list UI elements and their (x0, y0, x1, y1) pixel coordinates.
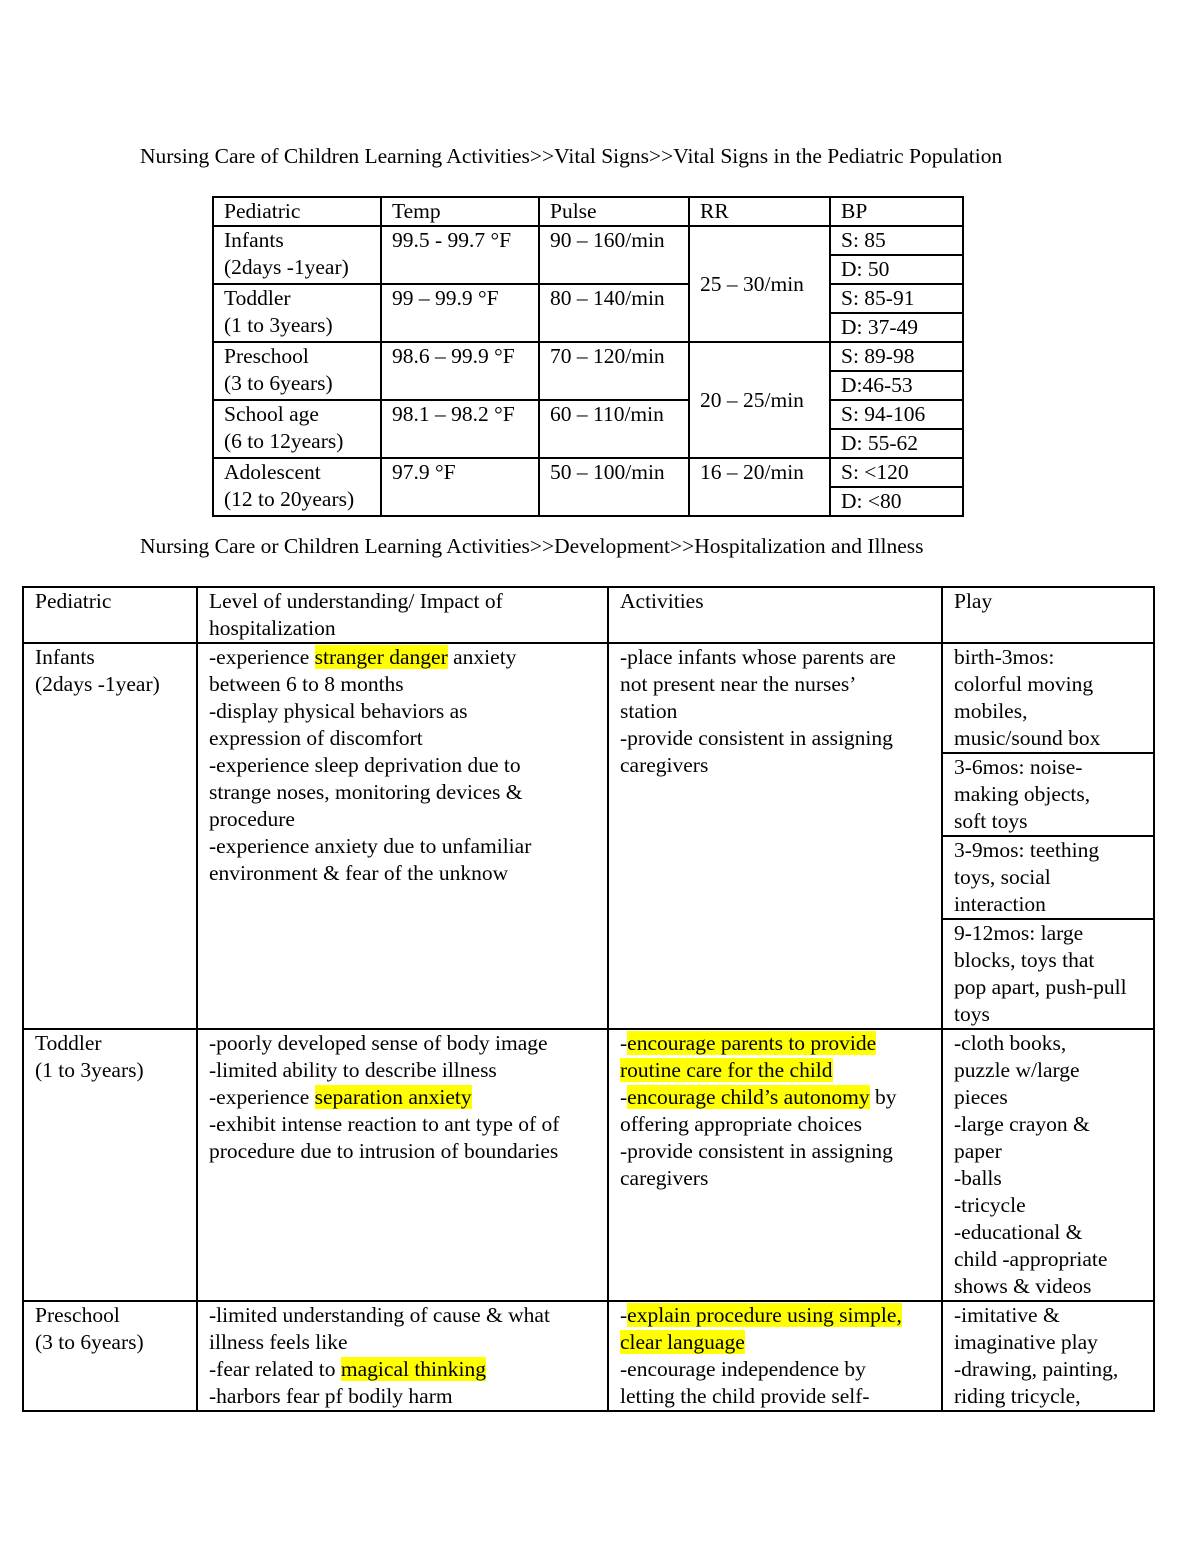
pulse-cell: 90 – 160/min (539, 226, 689, 284)
vitals-header-pulse: Pulse (539, 197, 689, 226)
hosp-header-play: Play (942, 587, 1154, 643)
bp-diastolic-cell: D: 55-62 (830, 429, 963, 458)
bp-diastolic-cell: D:46-53 (830, 371, 963, 400)
bp-systolic-cell: S: 85 (830, 226, 963, 255)
pulse-cell: 80 – 140/min (539, 284, 689, 342)
group-name: School age (224, 402, 319, 426)
bp-systolic-cell: S: 94-106 (830, 400, 963, 429)
play-item: 3-6mos: noise- making objects, soft toys (943, 754, 1153, 837)
temp-cell: 99.5 - 99.7 °F (381, 226, 539, 284)
activities-cell: -place infants whose parents are not present near the nurses’ station -provide consistent in assigning caregivers (608, 643, 942, 1029)
activities-cell: -encourage parents to provide routine care for the child -encourage child’s autonomy by offering appropriate choices -provide consistent in assigning caregivers (608, 1029, 942, 1301)
highlight: magical thinking (340, 1357, 486, 1381)
hosp-header-row (23, 587, 1154, 643)
rr-cell: 25 – 30/min (689, 226, 830, 342)
vitals-group-cell (213, 284, 381, 342)
hosp-group-cell: Toddler (1 to 3years) (23, 1029, 197, 1301)
vitals-header-rr: RR (689, 197, 830, 226)
highlight: encourage child’s autonomy (627, 1085, 870, 1109)
pulse-cell: 60 – 110/min (539, 400, 689, 458)
play-item: birth-3mos: colorful moving mobiles, music/sound box (943, 644, 1153, 754)
activities-cell: -explain procedure using simple, clear language -encourage independence by letting the child provide self- (608, 1301, 942, 1411)
group-ages: (2days -1year) (224, 255, 349, 279)
group-name: Adolescent (224, 460, 321, 484)
understanding-cell: -experience stranger danger anxiety between 6 to 8 months -display physical behaviors as expression of discomfort -experience sleep deprivation due to strange noses, monitoring devices & procedure -experience anxiety due to unfamiliar environment & fear of the unknow (197, 643, 608, 1029)
highlight: encourage parents to provide (627, 1031, 877, 1055)
vitals-heading: Nursing Care of Children Learning Activities>>Vital Signs>>Vital Signs in the Pediatric Population (140, 144, 1003, 168)
vitals-header-bp: BP (830, 197, 963, 226)
vitals-group-cell (213, 458, 381, 516)
table-row (213, 400, 963, 429)
table-row (23, 1029, 1154, 1301)
vitals-group-cell (213, 400, 381, 458)
hosp-group-cell: Infants (2days -1year) (23, 643, 197, 1029)
temp-cell: 99 – 99.9 °F (381, 284, 539, 342)
table-row (213, 458, 963, 487)
play-cell (942, 643, 1154, 1029)
hosp-header-activities: Activities (608, 587, 942, 643)
table-row (213, 226, 963, 255)
table-row (213, 284, 963, 313)
highlight: clear language (620, 1330, 745, 1354)
temp-cell: 98.6 – 99.9 °F (381, 342, 539, 400)
group-ages: (1 to 3years) (224, 313, 333, 337)
hosp-header-understanding: Level of understanding/ Impact of hospitalization (197, 587, 608, 643)
group-name: Infants (224, 228, 284, 252)
play-cell: -imitative & imaginative play -drawing, painting, riding tricycle, (942, 1301, 1154, 1411)
hosp-group-cell: Preschool (3 to 6years) (23, 1301, 197, 1411)
pulse-cell: 50 – 100/min (539, 458, 689, 516)
understanding-cell: -limited understanding of cause & what illness feels like -fear related to magical thinking -harbors fear pf bodily harm (197, 1301, 608, 1411)
pulse-cell: 70 – 120/min (539, 342, 689, 400)
group-name: Toddler (224, 286, 291, 310)
vitals-header-row (213, 197, 963, 226)
table-row (23, 643, 1154, 1029)
understanding-cell: -poorly developed sense of body image -limited ability to describe illness -experience separation anxiety -exhibit intense reaction to ant type of of procedure due to intrusion of boundaries (197, 1029, 608, 1301)
play-item: 3-9mos: teething toys, social interaction (943, 837, 1153, 920)
play-cell: -cloth books, puzzle w/large pieces -large crayon & paper -balls -tricycle -educational & child -appropriate shows & videos (942, 1029, 1154, 1301)
vitals-header-temp: Temp (381, 197, 539, 226)
hospitalization-table (22, 586, 1155, 1412)
highlight: separation anxiety (314, 1085, 472, 1109)
highlight: stranger danger (314, 645, 448, 669)
table-row (213, 342, 963, 371)
highlight: explain procedure using simple, (627, 1303, 902, 1327)
vital-signs-table (212, 196, 964, 517)
bp-diastolic-cell: D: 50 (830, 255, 963, 284)
group-ages: (6 to 12years) (224, 429, 344, 453)
temp-cell: 98.1 – 98.2 °F (381, 400, 539, 458)
vitals-header-pediatric: Pediatric (213, 197, 381, 226)
bp-systolic-cell: S: 89-98 (830, 342, 963, 371)
bp-diastolic-cell: D: 37-49 (830, 313, 963, 342)
vitals-group-cell (213, 342, 381, 400)
temp-cell: 97.9 °F (381, 458, 539, 516)
vitals-group-cell (213, 226, 381, 284)
hospitalization-heading: Nursing Care or Children Learning Activities>>Development>>Hospitalization and Illness (140, 534, 924, 558)
bp-systolic-cell: S: 85-91 (830, 284, 963, 313)
bp-diastolic-cell: D: <80 (830, 487, 963, 516)
bp-systolic-cell: S: <120 (830, 458, 963, 487)
highlight: routine care for the child (620, 1058, 833, 1082)
group-ages: (3 to 6years) (224, 371, 333, 395)
play-item: 9-12mos: large blocks, toys that pop apart, push-pull toys (954, 921, 1127, 1026)
hosp-header-pediatric: Pediatric (23, 587, 197, 643)
rr-cell: 20 – 25/min (689, 342, 830, 458)
group-ages: (12 to 20years) (224, 487, 355, 511)
group-name: Preschool (224, 344, 309, 368)
rr-cell: 16 – 20/min (689, 458, 830, 516)
table-row (23, 1301, 1154, 1411)
